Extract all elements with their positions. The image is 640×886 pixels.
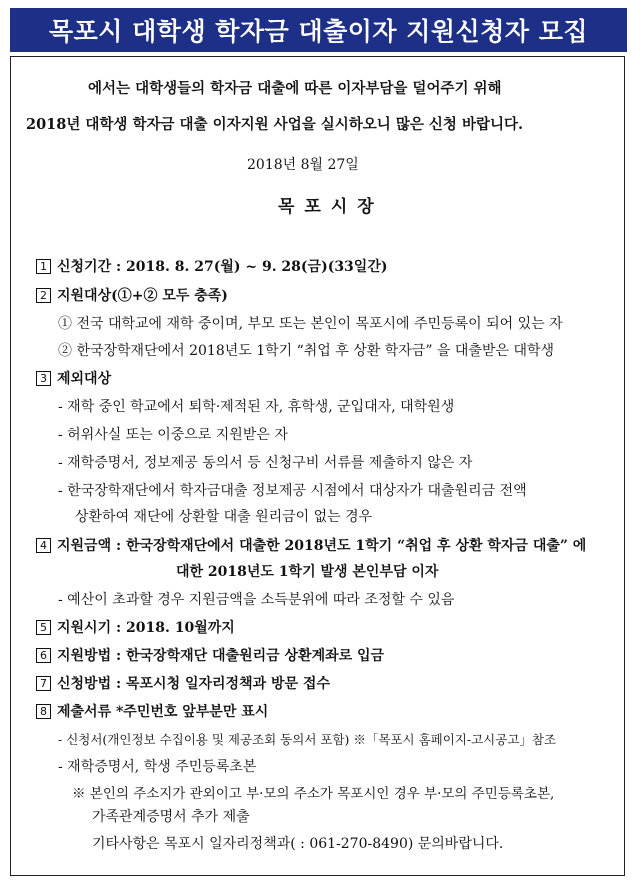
section-4 (36, 537, 586, 555)
list-item: - 한국장학재단에서 학자금대출 정보제공 시점에서 대상자가 대출원리금 전액 (58, 483, 527, 499)
section-2-text: 지원대상(①+② 모두 충족) (57, 288, 228, 304)
list-item: - 재학증명서, 정보제공 동의서 등 신청구비 서류를 제출하지 않은 자 (58, 455, 473, 471)
section-6-text: 지원방법 : 한국장학재단 대출원리금 상환계좌로 입금 (57, 648, 385, 664)
section-4-text: 지원금액 : 한국장학재단에서 대출한 2018년도 1학기 “취업 후 상환 학자금 대출” 에 (57, 538, 587, 554)
page-title: 목포시 대학생 학자금 대출이자 지원신청자 모집 (10, 8, 627, 52)
note-item: ※ 본인의 주소지가 관외이고 부·모의 주소가 목포시인 경우 부·모의 주민등록초본, (72, 786, 555, 802)
list-item: - 재학 중인 학교에서 퇴학·제적된 자, 휴학생, 군입대자, 대학원생 (58, 399, 455, 415)
contact-info: 기타사항은 목포시 일자리정책과( : 061-270-8490) 문의바랍니다. (92, 836, 504, 852)
list-item: - 재학증명서, 학생 주민등록초본 (58, 759, 257, 775)
section-4-continuation: 대한 2018년도 1학기 발생 본인부담 이자 (176, 564, 439, 580)
list-item-continuation: 상환하여 재단에 상환할 대출 원리금이 없는 경우 (75, 509, 373, 525)
section-number: 1 (36, 259, 51, 274)
section-5-text: 지원시기 : 2018. 10월까지 (57, 620, 235, 636)
intro-line-2: 2018년 대학생 학자금 대출 이자지원 사업을 실시하오니 많은 신청 바랍니다. (26, 116, 524, 133)
section-number: 4 (36, 538, 51, 553)
issuer-name: 목포시장 (278, 197, 384, 217)
list-item: ② 한국장학재단에서 2018년도 1학기 “취업 후 상환 학자금” 을 대출받은 대학생 (58, 343, 555, 359)
section-number: 5 (36, 620, 51, 635)
section-2 (36, 287, 228, 305)
section-1 (36, 258, 387, 276)
list-item: - 신청서(개인정보 수집이용 및 제공조회 동의서 포함) ※「목포시 홈페이지-고시공고」참조 (58, 732, 557, 747)
intro-line-1: 에서는 대학생들의 학자금 대출에 따른 이자부담을 덜어주기 위해 (88, 80, 502, 97)
section-number: 3 (36, 371, 51, 386)
section-1-text: 신청기간 : 2018. 8. 27(월) ~ 9. 28(금)(33일간) (57, 259, 388, 275)
section-number: 8 (36, 704, 51, 719)
section-8-text: 제출서류 *주민번호 앞부분만 표시 (57, 704, 269, 720)
list-item: ① 전국 대학교에 재학 중이며, 부모 또는 본인이 목포시에 주민등록이 되어 있는 자 (58, 316, 563, 332)
section-6 (36, 647, 384, 665)
list-item: - 허위사실 또는 이중으로 지원받은 자 (58, 427, 288, 443)
section-3 (36, 370, 111, 388)
note-item-continuation: 가족관계증명서 추가 제출 (92, 809, 250, 825)
list-item: - 예산이 초과할 경우 지원금액을 소득분위에 따라 조정할 수 있음 (58, 592, 455, 608)
section-7-text: 신청방법 : 목포시청 일자리정책과 방문 접수 (57, 676, 330, 692)
section-3-text: 제외대상 (57, 371, 112, 387)
section-8 (36, 703, 268, 721)
section-7 (36, 675, 330, 693)
section-5 (36, 619, 235, 637)
section-number: 6 (36, 648, 51, 663)
section-number: 7 (36, 676, 51, 691)
notice-date: 2018년 8월 27일 (247, 157, 359, 173)
section-number: 2 (36, 288, 51, 303)
